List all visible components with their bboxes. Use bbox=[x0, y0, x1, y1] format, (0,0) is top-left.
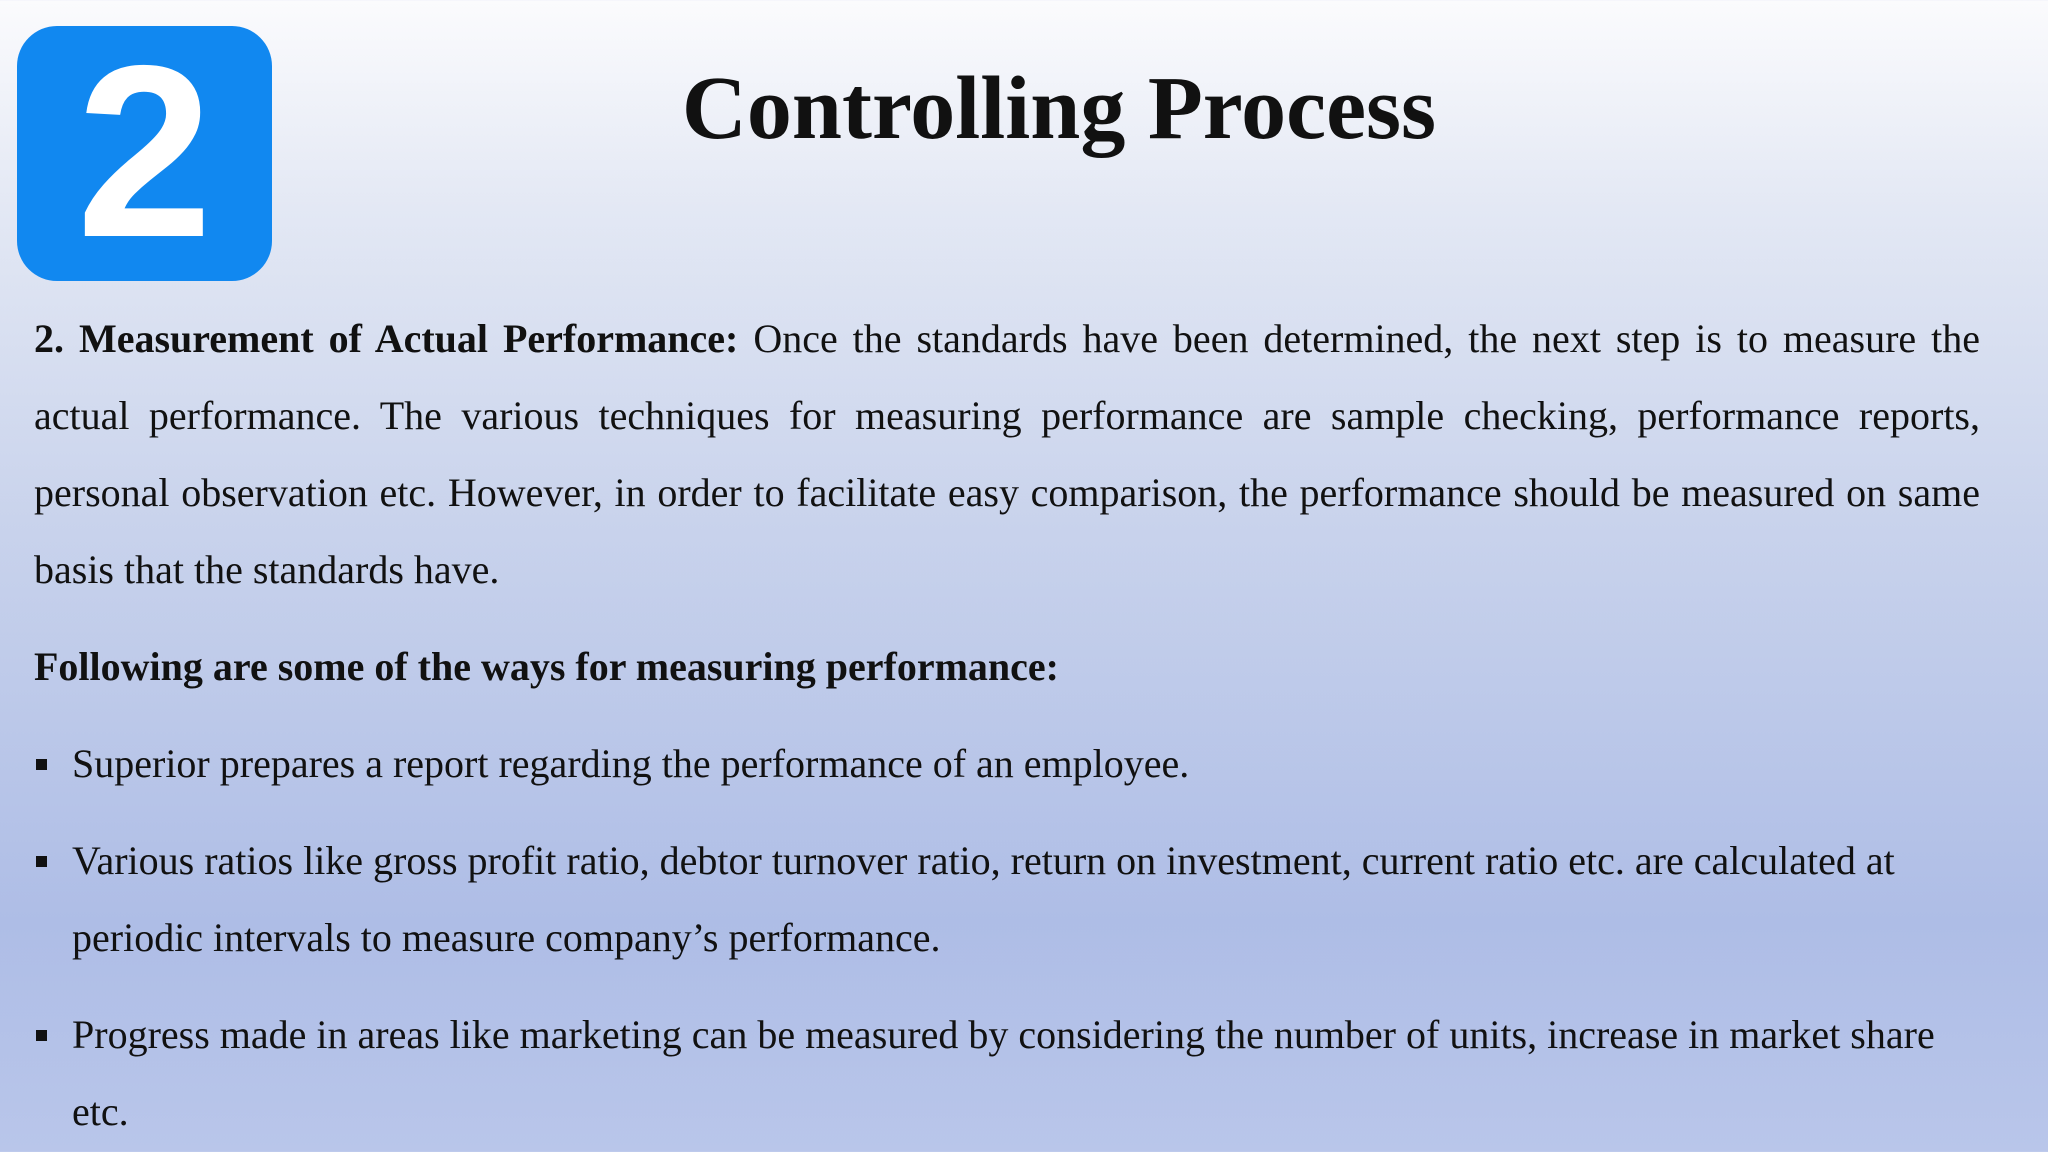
list-item bbox=[34, 996, 1980, 1150]
section-paragraph bbox=[34, 300, 1980, 608]
ways-list bbox=[34, 725, 1980, 1150]
step-number: 2 bbox=[76, 14, 213, 288]
slide-title: Controlling Process bbox=[681, 59, 1437, 158]
list-item bbox=[34, 822, 1980, 976]
square-bullet-icon bbox=[36, 856, 47, 867]
slide-content bbox=[34, 300, 1980, 1152]
square-bullet-icon bbox=[36, 1030, 47, 1041]
list-item bbox=[34, 725, 1980, 802]
ways-heading: Following are some of the ways for measuring performance: bbox=[34, 644, 1059, 689]
section-body: Once the standards have been determined, the next step is to measure the actual performance. The various techniques for measuring performance are sample checking, performance reports, personal observation etc. However, in order to facilitate easy comparison, the performance should be measured on same basis that the standards have. bbox=[34, 316, 1980, 592]
list-item-text: Progress made in areas like marketing can be measured by considering the number of units, increase in market share etc. bbox=[72, 1012, 1935, 1134]
list-item-text: Superior prepares a report regarding the performance of an employee. bbox=[72, 741, 1190, 786]
square-bullet-icon bbox=[36, 759, 47, 770]
list-item-text: Various ratios like gross profit ratio, debtor turnover ratio, return on investment, current ratio etc. are calculated at periodic intervals to measure company’s performance. bbox=[72, 838, 1895, 960]
section-heading: 2. Measurement of Actual Performance: bbox=[34, 316, 739, 361]
